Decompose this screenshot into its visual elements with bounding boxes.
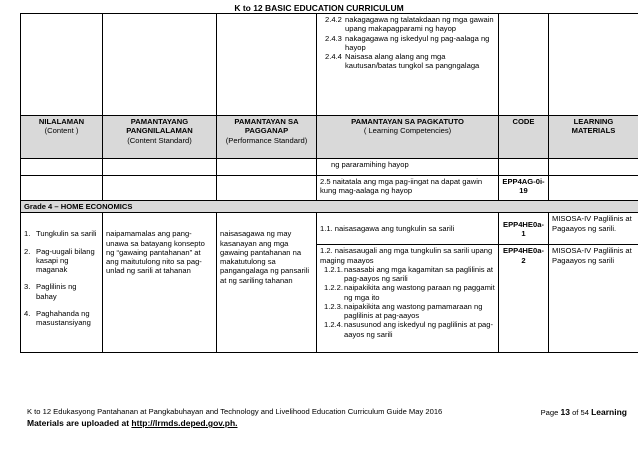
lm-cell: MISOSA-IV Paglilinis at Pagaayos ng sarili	[549, 245, 638, 353]
lm-cell: MISOSA-IV Paglilinis at Pagaayos ng sarili.	[549, 213, 638, 245]
page-title: K to 12 BASIC EDUCATION CURRICULUM	[234, 3, 404, 13]
header-row	[21, 116, 638, 159]
header-learning-competencies: PAMANTAYAN SA PAGKATUTO ( Learning Competencies)	[317, 116, 499, 159]
table-row	[21, 176, 638, 201]
content-item: 3. Paglilinis ng bahay	[24, 282, 77, 301]
pc-item: 2.4.4 Naisasa alang alang ang mga kautusan/batas tungkol sa pangngalaga	[325, 52, 480, 71]
pc-item: 2.4.2 nakagagawa ng talatakdaan ng mga gawain upang makapagparami ng hayop	[325, 15, 494, 34]
top-pc-cell	[317, 14, 499, 116]
footer-text: K to 12 Edukasyong Pantahanan at Pangkabuhayan and Technology and Livelihood Education Curriculum Guide May 2016	[27, 407, 443, 416]
content-cell	[21, 213, 103, 353]
pc-sub-item: 1.2.3. naipakikita ang wastong pamamaraan ng paglilinis at pag-aayos	[324, 301, 483, 320]
content-standard-cell: naipamamalas ang pang-unawa sa batayang konsepto ng “gawaing pantahanan” at ang maitutulong nito sa pag-unlad ng sarili at tahanan	[103, 213, 217, 353]
pc-cell: 2.5 naitatala ang mga pag-iingat na dapat gawin kung mag-aalaga ng hayop	[317, 176, 499, 201]
pc-cell: 1.1. naisasagawa ang tungkulin sa sarili	[317, 213, 499, 245]
header-content: NILALAMAN (Content )	[21, 116, 103, 159]
content-item: 4. Paghahanda ng masustansiyang	[24, 308, 91, 327]
content-item: 1. Tungkulin sa sarili	[24, 229, 97, 239]
header-code: CODE	[499, 116, 549, 159]
performance-standard-cell: naisasagawa ng may kasanayan ang mga gawaing pantahanan na makatutulong sa pangangalaga ng pansarili at ng sariling tahanan	[217, 213, 317, 353]
header-learning-materials: LEARNING MATERIALS	[549, 116, 638, 159]
table-row	[21, 213, 638, 245]
pc-sub-item: 1.2.2. naipakikita ang wastong paraan ng paggamit ng mga ito	[324, 283, 495, 302]
header-performance-standard: PAMANTAYAN SA PAGGANAP (Performance Standard)	[217, 116, 317, 159]
pc-cell: ng pararamihing hayop	[317, 159, 499, 176]
pc-sub-item: 1.2.4. nasusunod ang iskedyul ng paglilinis at pag-aayos ng sarili	[324, 320, 494, 339]
code-cell: EPP4AG-0i-19	[499, 176, 549, 201]
continued-top-row	[21, 14, 638, 116]
page-number: Page 13 of 54 Learning	[540, 407, 627, 417]
grade-label: Grade 4 – HOME ECONOMICS	[21, 201, 638, 213]
pc-main: 1.2. naisasaugali ang mga tungkulin sa sarili upang maging maayos	[320, 246, 493, 265]
curriculum-table	[20, 13, 638, 353]
pc-sub-item: 1.2.1. nasasabi ang mga kagamitan sa paglilinis at pag-aayos ng sarili	[324, 264, 494, 283]
content-item: 2. Pag-uugali bilang kasapi ng maganak	[24, 246, 95, 274]
header-content-standard: PAMANTAYANG PANGNILALAMAN (Content Standard)	[103, 116, 217, 159]
code-cell: EPP4HE0a-2	[499, 245, 549, 353]
footer-line-2: Materials are uploaded at http://lrmds.deped.gov.ph.	[27, 418, 238, 428]
lrmds-link[interactable]: http://lrmds.deped.gov.ph.	[131, 418, 238, 428]
code-cell: EPP4HE0a-1	[499, 213, 549, 245]
grade-row	[21, 201, 638, 213]
pc-item: 2.4.3 nakagagawa ng iskedyul ng pag-aalaga ng hayop	[325, 33, 490, 52]
table-row	[21, 159, 638, 176]
footer-line	[27, 407, 627, 416]
pc-cell	[317, 245, 499, 353]
